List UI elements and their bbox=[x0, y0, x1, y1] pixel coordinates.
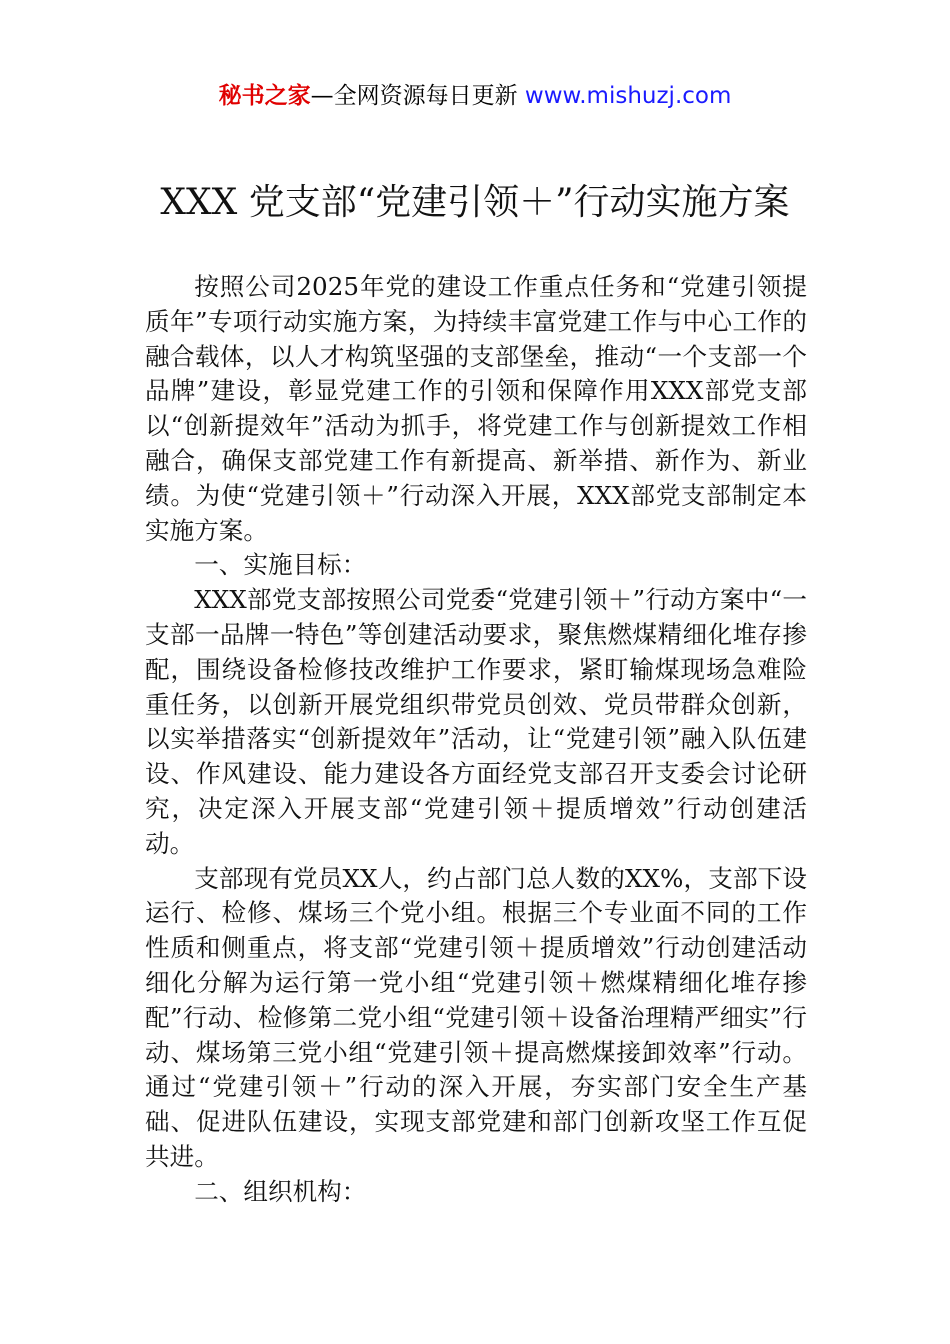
document-body bbox=[145, 270, 807, 1210]
paragraph-goals: XXX部党支部按照公司党委“党建引领＋”行动方案中“一支部一品牌一特色”等创建活动要求，聚焦燃煤精细化堆存掺配，围绕设备检修技改维护工作要求，紧盯输煤现场急难险重任务，以创新开展党组织带党员创效、党员带群众创新，以实举措落实“创新提效年”活动，让“党建引领”融入队伍建设、作风建设、能力建设各方面经党支部召开支委会讨论研究，决定深入开展支部“党建引领＋提质增效”行动创建活动。 bbox=[145, 585, 807, 858]
section-heading-organization: 二、组织机构： bbox=[194, 1176, 367, 1206]
site-url[interactable]: www.mishuzj.com bbox=[524, 83, 732, 109]
paragraph-intro: 按照公司2025年党的建设工作重点任务和“党建引领提质年”专项行动实施方案，为持续丰富党建工作与中心工作的融合载体，以人才构筑坚强的支部堡垒，推动“一个支部一个品牌”建设，彰显党建工作的引领和保障作用XXX部党支部以“创新提效年”活动为抓手，将党建工作与创新提效工作相融合，确保支部党建工作有新提高、新举措、新作为、新业绩。为使“党建引领＋”行动深入开展，XXX部党支部制定本实施方案。 bbox=[145, 272, 807, 545]
paragraph-members: 支部现有党员XX人，约占部门总人数的XX%，支部下设运行、检修、煤场三个党小组。根据三个专业面不同的工作性质和侧重点，将支部“党建引领＋提质增效”行动创建活动细化分解为运行第一党小组“党建引领＋燃煤精细化堆存掺配”行动、检修第二党小组“党建引领＋设备治理精严细实”行动、煤场第三党小组“党建引领＋提高燃煤接卸效率”行动。通过“党建引领＋”行动的深入开展，夯实部门安全生产基础、促进队伍建设，实现支部党建和部门创新攻坚工作互促共进。 bbox=[145, 863, 807, 1171]
brand-name: 秘书之家 bbox=[218, 83, 311, 109]
section-heading-goals: 一、实施目标： bbox=[194, 550, 367, 580]
site-header bbox=[0, 80, 950, 112]
header-tagline: —全网资源每日更新 bbox=[310, 83, 525, 109]
document-title: XXX 党支部“党建引领＋”行动实施方案 bbox=[160, 182, 790, 223]
